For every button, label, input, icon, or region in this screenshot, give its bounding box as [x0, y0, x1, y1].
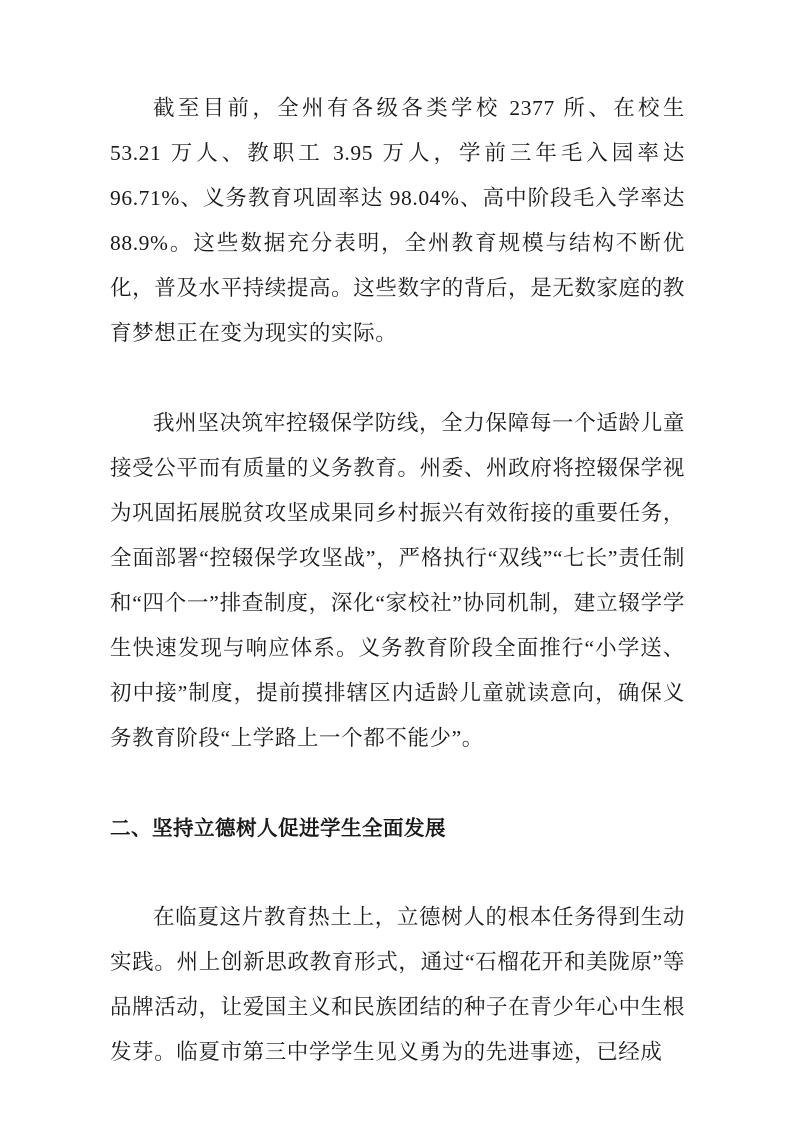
paragraph-statistics: 截至目前，全州有各级各类学校 2377 所、在校生 53.21 万人、教职工 3.95 万人，学前三年毛入园率达 96.71%、义务教育巩固率达 98.04%、高中阶段毛入学率达 88.9%。这些数据充分表明，全州教育规模与结构不断优化，普及水平持续提高。这些数字的背后，是无数家庭的教育梦想正在变为现实的实际。	[110, 96, 685, 345]
paragraph-spacer	[110, 761, 685, 806]
paragraph-dropout-prevention: 我州坚决筑牢控辍保学防线，全力保障每一个适龄儿童接受公平而有质量的义务教育。州委、州政府将控辍保学视为巩固拓展脱贫攻坚成果同乡村振兴有效衔接的重要任务，全面部署“控辍保学攻坚战”，严格执行“双线”“七长”责任制和“四个一”排查制度，深化“家校社”协同机制，建立辍学学生快速发现与响应体系。义务教育阶段全面推行“小学送、初中接”制度，提前摸排辖区内适龄儿童就读意向，确保义务教育阶段“上学路上一个都不能少”。	[110, 411, 685, 750]
paragraph-spacer	[110, 851, 685, 895]
section-heading-two: 二、坚持立德树人促进学生全面发展	[110, 817, 446, 840]
paragraph-moral-education: 在临夏这片教育热土上，立德树人的根本任务得到生动实践。州上创新思政教育形式，通过“石榴花开和美陇原”等品牌活动，让爱国主义和民族团结的种子在青少年心中生根发芽。临夏市第三中学学生见义勇为的先进事迹，已经成	[110, 905, 685, 1064]
paragraph-spacer	[110, 356, 685, 401]
document-body	[110, 86, 685, 1075]
